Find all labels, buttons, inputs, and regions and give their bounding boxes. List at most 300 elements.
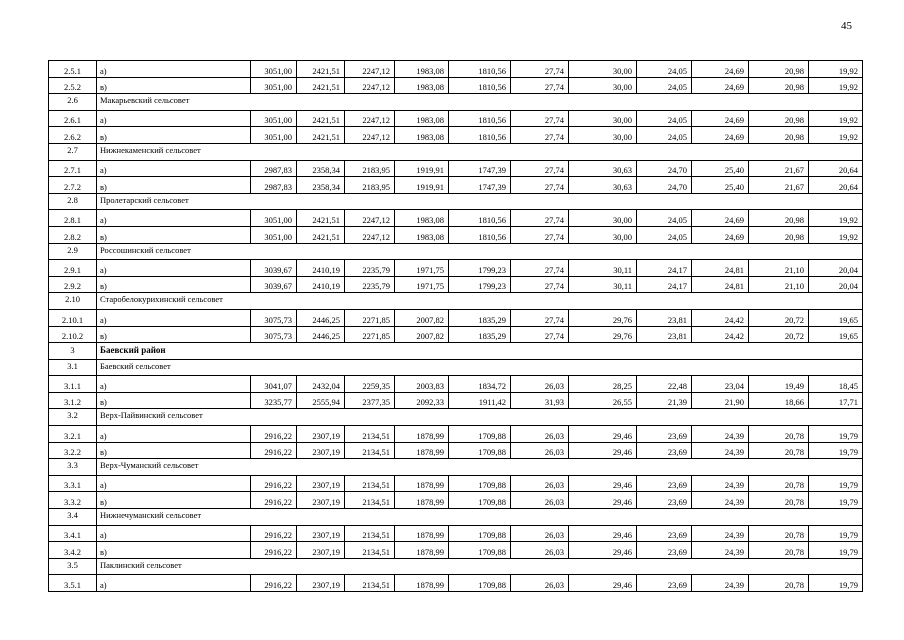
table-row — [49, 77, 863, 94]
value-cell: 23,81 — [637, 309, 692, 326]
value-cell: 2421,51 — [297, 210, 345, 227]
row-label: а) — [97, 110, 251, 127]
value-cell: 27,74 — [511, 77, 569, 94]
value-cell: 24,81 — [692, 276, 749, 293]
value-cell: 2247,12 — [345, 226, 395, 243]
value-cell: 2421,51 — [297, 127, 345, 144]
row-code: 3.4.2 — [49, 542, 97, 559]
value-cell: 29,46 — [569, 525, 637, 542]
value-cell: 2432,04 — [297, 376, 345, 393]
value-cell: 2271,85 — [345, 326, 395, 343]
value-cell: 24,69 — [692, 210, 749, 227]
row-code: 3.2 — [49, 409, 97, 426]
value-cell: 20,78 — [749, 575, 809, 592]
row-title: Старобелокурихинский сельсовет — [97, 293, 863, 310]
value-cell: 24,39 — [692, 542, 749, 559]
value-cell: 2916,22 — [251, 492, 297, 509]
value-cell: 1878,99 — [395, 542, 449, 559]
value-cell: 24,70 — [637, 160, 692, 177]
value-cell: 2134,51 — [345, 426, 395, 443]
table-row — [49, 392, 863, 409]
table-row — [49, 309, 863, 326]
value-cell: 20,78 — [749, 525, 809, 542]
row-label: в) — [97, 442, 251, 459]
value-cell: 27,74 — [511, 326, 569, 343]
row-code: 3.2.2 — [49, 442, 97, 459]
subsection-row — [49, 509, 863, 526]
row-label: в) — [97, 492, 251, 509]
value-cell: 2271,85 — [345, 309, 395, 326]
value-cell: 2555,94 — [297, 392, 345, 409]
row-code: 2.6 — [49, 94, 97, 111]
subsection-row — [49, 558, 863, 575]
value-cell: 3039,67 — [251, 260, 297, 277]
page-number: 45 — [841, 20, 852, 32]
value-cell: 20,04 — [809, 260, 863, 277]
value-cell: 29,46 — [569, 575, 637, 592]
value-cell: 2134,51 — [345, 525, 395, 542]
value-cell: 24,17 — [637, 260, 692, 277]
value-cell: 29,46 — [569, 492, 637, 509]
value-cell: 30,00 — [569, 127, 637, 144]
row-code: 2.6.1 — [49, 110, 97, 127]
value-cell: 3051,00 — [251, 127, 297, 144]
value-cell: 30,00 — [569, 226, 637, 243]
value-cell: 24,69 — [692, 61, 749, 78]
value-cell: 1878,99 — [395, 475, 449, 492]
value-cell: 27,74 — [511, 309, 569, 326]
value-cell: 26,03 — [511, 475, 569, 492]
value-cell: 20,78 — [749, 542, 809, 559]
value-cell: 2307,19 — [297, 475, 345, 492]
value-cell: 30,63 — [569, 177, 637, 194]
value-cell: 1983,08 — [395, 226, 449, 243]
value-cell: 29,46 — [569, 426, 637, 443]
value-cell: 30,00 — [569, 110, 637, 127]
value-cell: 27,74 — [511, 61, 569, 78]
row-code: 2.9 — [49, 243, 97, 260]
value-cell: 20,64 — [809, 160, 863, 177]
value-cell: 1971,75 — [395, 276, 449, 293]
value-cell: 26,03 — [511, 492, 569, 509]
table-row — [49, 260, 863, 277]
row-code: 2.10.1 — [49, 309, 97, 326]
value-cell: 24,05 — [637, 77, 692, 94]
value-cell: 17,71 — [809, 392, 863, 409]
value-cell: 2421,51 — [297, 61, 345, 78]
value-cell: 1810,56 — [449, 77, 511, 94]
section-row — [49, 343, 863, 360]
value-cell: 1799,23 — [449, 276, 511, 293]
value-cell: 23,04 — [692, 376, 749, 393]
value-cell: 19,79 — [809, 426, 863, 443]
value-cell: 19,79 — [809, 542, 863, 559]
table-row — [49, 426, 863, 443]
value-cell: 1810,56 — [449, 127, 511, 144]
value-cell: 24,39 — [692, 426, 749, 443]
value-cell: 19,49 — [749, 376, 809, 393]
value-cell: 2235,79 — [345, 260, 395, 277]
value-cell: 30,00 — [569, 77, 637, 94]
row-code: 3.4 — [49, 509, 97, 526]
row-code: 2.10 — [49, 293, 97, 310]
subsection-row — [49, 409, 863, 426]
row-title: Макарьевский сельсовет — [97, 94, 863, 111]
value-cell: 20,78 — [749, 442, 809, 459]
row-title: Верх-Пайвинский сельсовет — [97, 409, 863, 426]
value-cell: 20,98 — [749, 110, 809, 127]
value-cell: 1709,88 — [449, 525, 511, 542]
value-cell: 2307,19 — [297, 542, 345, 559]
value-cell: 2134,51 — [345, 542, 395, 559]
value-cell: 1835,29 — [449, 309, 511, 326]
value-cell: 3075,73 — [251, 309, 297, 326]
value-cell: 24,70 — [637, 177, 692, 194]
row-code: 2.8.2 — [49, 226, 97, 243]
value-cell: 20,98 — [749, 77, 809, 94]
value-cell: 2916,22 — [251, 442, 297, 459]
table-row — [49, 127, 863, 144]
row-label: а) — [97, 160, 251, 177]
value-cell: 30,11 — [569, 276, 637, 293]
value-cell: 20,04 — [809, 276, 863, 293]
table-row — [49, 61, 863, 78]
value-cell: 23,69 — [637, 426, 692, 443]
value-cell: 19,92 — [809, 61, 863, 78]
row-code: 2.8 — [49, 193, 97, 210]
value-cell: 27,74 — [511, 110, 569, 127]
value-cell: 1983,08 — [395, 210, 449, 227]
value-cell: 1878,99 — [395, 525, 449, 542]
value-cell: 21,39 — [637, 392, 692, 409]
value-cell: 19,79 — [809, 525, 863, 542]
row-label: а) — [97, 309, 251, 326]
value-cell: 2007,82 — [395, 326, 449, 343]
row-code: 3.4.1 — [49, 525, 97, 542]
row-title: Нижнекаменский сельсовет — [97, 143, 863, 160]
value-cell: 3051,00 — [251, 61, 297, 78]
value-cell: 27,74 — [511, 210, 569, 227]
value-cell: 24,05 — [637, 110, 692, 127]
value-cell: 20,98 — [749, 127, 809, 144]
value-cell: 18,66 — [749, 392, 809, 409]
value-cell: 1810,56 — [449, 110, 511, 127]
value-cell: 1911,42 — [449, 392, 511, 409]
row-title: Баевский район — [97, 343, 863, 360]
value-cell: 26,55 — [569, 392, 637, 409]
value-cell: 30,00 — [569, 210, 637, 227]
value-cell: 21,67 — [749, 177, 809, 194]
table-row — [49, 442, 863, 459]
value-cell: 26,03 — [511, 376, 569, 393]
value-cell: 21,10 — [749, 276, 809, 293]
value-cell: 20,72 — [749, 309, 809, 326]
row-title: Баевский сельсовет — [97, 359, 863, 376]
subsection-row — [49, 459, 863, 476]
row-code: 3.1.1 — [49, 376, 97, 393]
row-label: а) — [97, 475, 251, 492]
row-label: а) — [97, 525, 251, 542]
value-cell: 23,69 — [637, 542, 692, 559]
row-code: 2.7.1 — [49, 160, 97, 177]
value-cell: 20,98 — [749, 210, 809, 227]
value-cell: 25,40 — [692, 177, 749, 194]
value-cell: 2410,19 — [297, 260, 345, 277]
value-cell: 24,39 — [692, 492, 749, 509]
value-cell: 2247,12 — [345, 110, 395, 127]
value-cell: 25,40 — [692, 160, 749, 177]
value-cell: 1983,08 — [395, 61, 449, 78]
row-label: в) — [97, 542, 251, 559]
value-cell: 24,42 — [692, 326, 749, 343]
value-cell: 24,69 — [692, 77, 749, 94]
value-cell: 27,74 — [511, 127, 569, 144]
value-cell: 1878,99 — [395, 575, 449, 592]
value-cell: 24,05 — [637, 127, 692, 144]
row-code: 3.5 — [49, 558, 97, 575]
value-cell: 1983,08 — [395, 77, 449, 94]
value-cell: 1810,56 — [449, 61, 511, 78]
value-cell: 1709,88 — [449, 442, 511, 459]
value-cell: 3041,07 — [251, 376, 297, 393]
value-cell: 1835,29 — [449, 326, 511, 343]
value-cell: 2134,51 — [345, 492, 395, 509]
subsection-row — [49, 359, 863, 376]
value-cell: 24,17 — [637, 276, 692, 293]
value-cell: 24,39 — [692, 525, 749, 542]
row-code: 3.3.2 — [49, 492, 97, 509]
value-cell: 2916,22 — [251, 575, 297, 592]
table-row — [49, 110, 863, 127]
value-cell: 20,78 — [749, 426, 809, 443]
value-cell: 24,39 — [692, 442, 749, 459]
row-code: 2.8.1 — [49, 210, 97, 227]
table-row — [49, 210, 863, 227]
value-cell: 26,03 — [511, 426, 569, 443]
value-cell: 20,98 — [749, 226, 809, 243]
row-code: 2.10.2 — [49, 326, 97, 343]
row-code: 2.7 — [49, 143, 97, 160]
value-cell: 24,39 — [692, 475, 749, 492]
row-label: в) — [97, 77, 251, 94]
table-row — [49, 326, 863, 343]
value-cell: 2183,95 — [345, 160, 395, 177]
row-label: а) — [97, 376, 251, 393]
value-cell: 30,11 — [569, 260, 637, 277]
value-cell: 19,79 — [809, 475, 863, 492]
value-cell: 20,64 — [809, 177, 863, 194]
row-code: 2.9.1 — [49, 260, 97, 277]
value-cell: 19,65 — [809, 309, 863, 326]
value-cell: 20,78 — [749, 475, 809, 492]
value-cell: 24,69 — [692, 226, 749, 243]
row-label: в) — [97, 127, 251, 144]
row-label: в) — [97, 177, 251, 194]
subsection-row — [49, 193, 863, 210]
table-row — [49, 276, 863, 293]
value-cell: 1747,39 — [449, 160, 511, 177]
value-cell: 3051,00 — [251, 226, 297, 243]
row-code: 3.1.2 — [49, 392, 97, 409]
value-cell: 20,98 — [749, 61, 809, 78]
value-cell: 2092,33 — [395, 392, 449, 409]
row-title: Россошинский сельсовет — [97, 243, 863, 260]
value-cell: 1834,72 — [449, 376, 511, 393]
value-cell: 2410,19 — [297, 276, 345, 293]
table-row — [49, 160, 863, 177]
value-cell: 28,25 — [569, 376, 637, 393]
value-cell: 2247,12 — [345, 210, 395, 227]
subsection-row — [49, 243, 863, 260]
value-cell: 26,03 — [511, 575, 569, 592]
value-cell: 31,93 — [511, 392, 569, 409]
value-cell: 24,69 — [692, 110, 749, 127]
value-cell: 1878,99 — [395, 426, 449, 443]
table-row — [49, 226, 863, 243]
row-code: 2.5.2 — [49, 77, 97, 94]
value-cell: 29,46 — [569, 442, 637, 459]
subsection-row — [49, 293, 863, 310]
row-code: 2.7.2 — [49, 177, 97, 194]
value-cell: 2307,19 — [297, 426, 345, 443]
value-cell: 24,42 — [692, 309, 749, 326]
value-cell: 19,79 — [809, 575, 863, 592]
value-cell: 19,65 — [809, 326, 863, 343]
value-cell: 1810,56 — [449, 210, 511, 227]
value-cell: 2007,82 — [395, 309, 449, 326]
row-label: а) — [97, 210, 251, 227]
row-label: а) — [97, 61, 251, 78]
value-cell: 2307,19 — [297, 575, 345, 592]
value-cell: 1709,88 — [449, 542, 511, 559]
value-cell: 19,92 — [809, 210, 863, 227]
value-cell: 21,90 — [692, 392, 749, 409]
value-cell: 1709,88 — [449, 426, 511, 443]
value-cell: 2916,22 — [251, 542, 297, 559]
value-cell: 1799,23 — [449, 260, 511, 277]
row-label: а) — [97, 426, 251, 443]
value-cell: 2421,51 — [297, 226, 345, 243]
value-cell: 2916,22 — [251, 426, 297, 443]
value-cell: 27,74 — [511, 276, 569, 293]
value-cell: 2446,25 — [297, 326, 345, 343]
value-cell: 18,45 — [809, 376, 863, 393]
value-cell: 22,48 — [637, 376, 692, 393]
value-cell: 2134,51 — [345, 575, 395, 592]
table-row — [49, 376, 863, 393]
value-cell: 1983,08 — [395, 127, 449, 144]
value-cell: 24,05 — [637, 61, 692, 78]
value-cell: 24,81 — [692, 260, 749, 277]
value-cell: 2247,12 — [345, 127, 395, 144]
table-row — [49, 492, 863, 509]
table-row — [49, 542, 863, 559]
value-cell: 29,46 — [569, 542, 637, 559]
value-cell: 3051,00 — [251, 210, 297, 227]
subsection-row — [49, 94, 863, 111]
table-row — [49, 575, 863, 592]
value-cell: 26,03 — [511, 525, 569, 542]
value-cell: 2247,12 — [345, 61, 395, 78]
row-title: Пролетарский сельсовет — [97, 193, 863, 210]
row-label: в) — [97, 326, 251, 343]
value-cell: 2358,34 — [297, 177, 345, 194]
value-cell: 19,92 — [809, 110, 863, 127]
value-cell: 26,03 — [511, 442, 569, 459]
value-cell: 2235,79 — [345, 276, 395, 293]
value-cell: 19,92 — [809, 77, 863, 94]
row-title: Паклинский сельсовет — [97, 558, 863, 575]
value-cell: 1919,91 — [395, 160, 449, 177]
value-cell: 1919,91 — [395, 177, 449, 194]
row-code: 3.3.1 — [49, 475, 97, 492]
value-cell: 27,74 — [511, 160, 569, 177]
value-cell: 21,10 — [749, 260, 809, 277]
value-cell: 19,92 — [809, 226, 863, 243]
subsection-row — [49, 143, 863, 160]
value-cell: 29,76 — [569, 309, 637, 326]
value-cell: 23,69 — [637, 492, 692, 509]
row-code: 2.9.2 — [49, 276, 97, 293]
row-code: 2.6.2 — [49, 127, 97, 144]
value-cell: 2358,34 — [297, 160, 345, 177]
value-cell: 3051,00 — [251, 77, 297, 94]
value-cell: 1709,88 — [449, 492, 511, 509]
table-row — [49, 525, 863, 542]
value-cell: 24,05 — [637, 226, 692, 243]
value-cell: 19,92 — [809, 127, 863, 144]
value-cell: 1878,99 — [395, 442, 449, 459]
value-cell: 23,69 — [637, 575, 692, 592]
table-row — [49, 475, 863, 492]
value-cell: 2307,19 — [297, 492, 345, 509]
value-cell: 24,05 — [637, 210, 692, 227]
value-cell: 1983,08 — [395, 110, 449, 127]
value-cell: 2916,22 — [251, 475, 297, 492]
value-cell: 24,39 — [692, 575, 749, 592]
value-cell: 23,69 — [637, 525, 692, 542]
value-cell: 3051,00 — [251, 110, 297, 127]
value-cell: 3235,77 — [251, 392, 297, 409]
value-cell: 23,69 — [637, 442, 692, 459]
value-cell: 30,63 — [569, 160, 637, 177]
row-code: 2.5.1 — [49, 61, 97, 78]
value-cell: 2421,51 — [297, 77, 345, 94]
value-cell: 27,74 — [511, 226, 569, 243]
row-code: 3.2.1 — [49, 426, 97, 443]
value-cell: 23,69 — [637, 475, 692, 492]
value-cell: 1878,99 — [395, 492, 449, 509]
value-cell: 2134,51 — [345, 475, 395, 492]
row-title: Нижнечуманский сельсовет — [97, 509, 863, 526]
value-cell: 2987,83 — [251, 177, 297, 194]
value-cell: 2307,19 — [297, 525, 345, 542]
row-label: а) — [97, 260, 251, 277]
value-cell: 2247,12 — [345, 77, 395, 94]
value-cell: 1709,88 — [449, 475, 511, 492]
value-cell: 2259,35 — [345, 376, 395, 393]
value-cell: 29,76 — [569, 326, 637, 343]
value-cell: 20,72 — [749, 326, 809, 343]
table-row — [49, 177, 863, 194]
value-cell: 2916,22 — [251, 525, 297, 542]
value-cell: 1709,88 — [449, 575, 511, 592]
value-cell: 30,00 — [569, 61, 637, 78]
row-label: в) — [97, 276, 251, 293]
value-cell: 20,78 — [749, 492, 809, 509]
row-code: 3.3 — [49, 459, 97, 476]
value-cell: 19,79 — [809, 492, 863, 509]
